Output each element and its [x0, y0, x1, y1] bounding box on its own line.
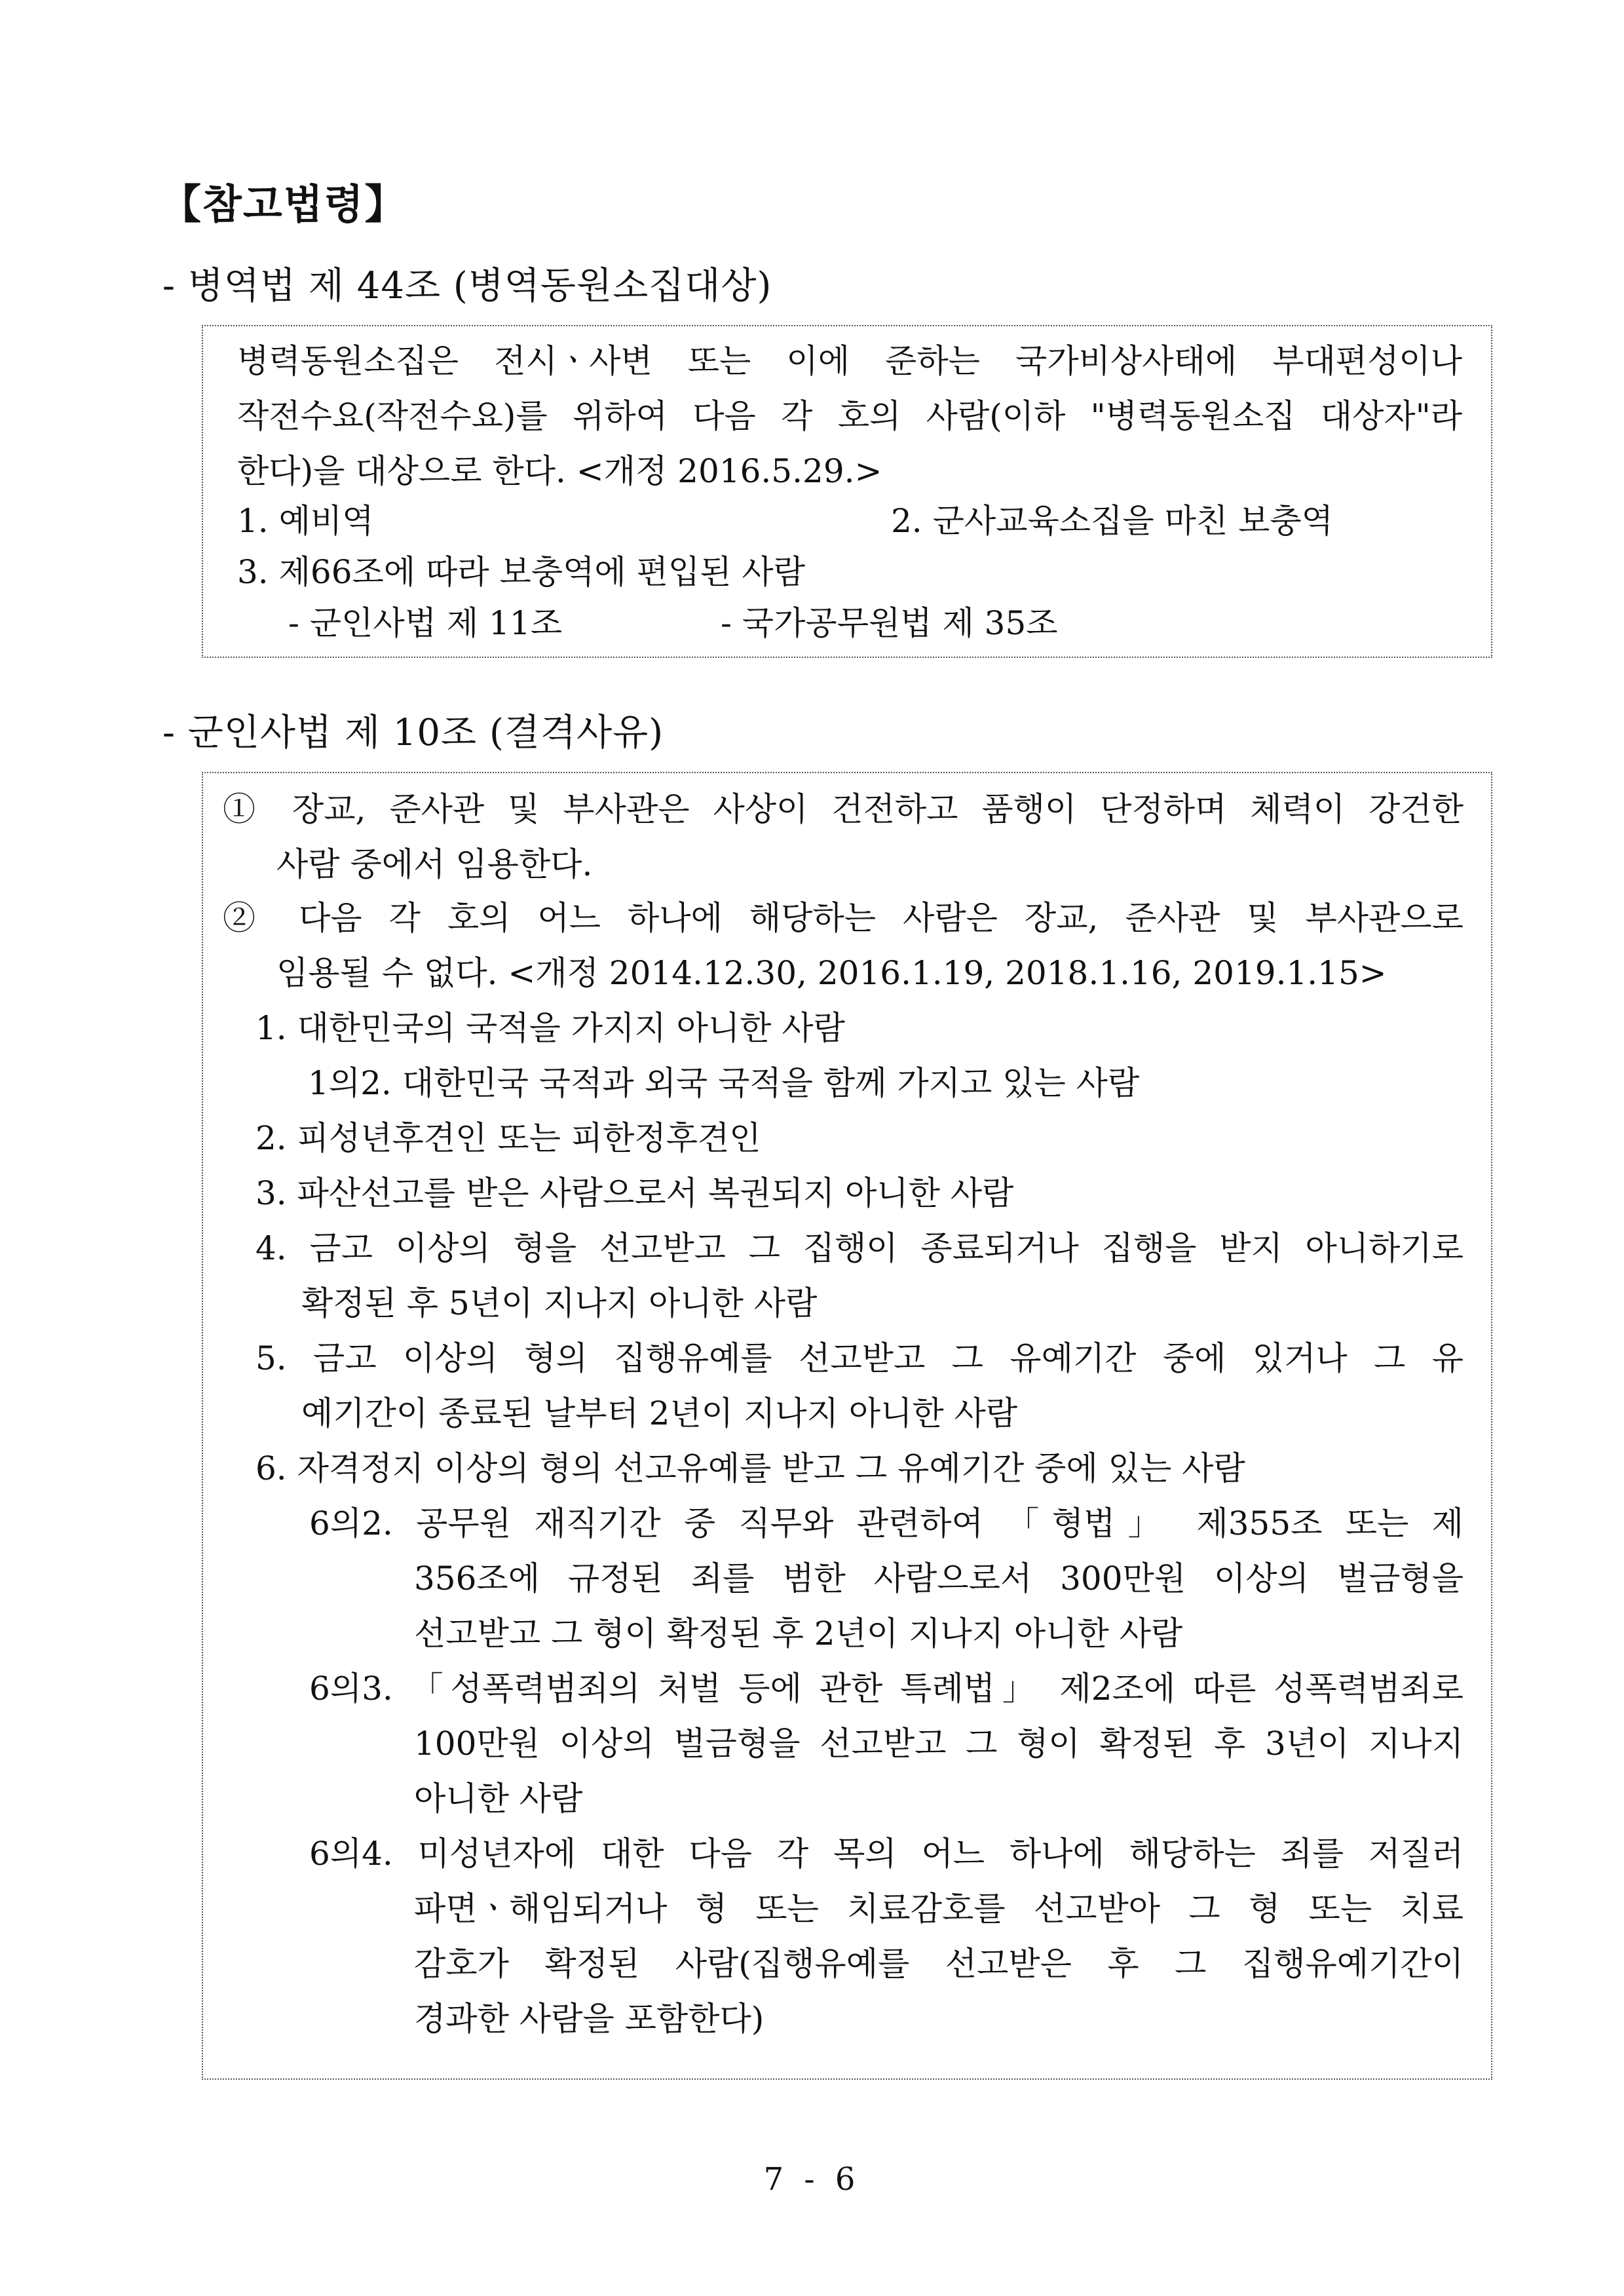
- section1-item-3: 3. 제66조에 따라 보충역에 편입된 사람: [237, 553, 805, 591]
- subitem-line: 감호가 확정된 사람(집행유예를 선고받은 후 그 집행유예기간이: [414, 1945, 1463, 1983]
- clause-1-line: ① 장교, 준사관 및 부사관은 사상이 건전하고 품행이 단정하며 체력이 강건한: [223, 790, 1463, 828]
- item-line: 2. 피성년후견인 또는 피한정후견인: [255, 1119, 761, 1157]
- subitem-line: 6의2. 공무원 재직기간 중 직무와 관련하여 「형법」 제355조 또는 제: [309, 1504, 1463, 1542]
- item-line: 1. 대한민국의 국적을 가지지 아니한 사람: [255, 1009, 845, 1047]
- section2-heading: - 군인사법 제 10조 (결격사유): [162, 712, 664, 754]
- item-line: 예기간이 종료된 날부터 2년이 지나지 아니한 사람: [301, 1394, 1018, 1432]
- subitem-line: 아니한 사람: [414, 1780, 583, 1818]
- clause-2-line: 임용될 수 없다. <개정 2014.12.30, 2016.1.19, 2018.1.16, 2019.1.15>: [276, 954, 1387, 992]
- section1-ref-2: - 국가공무원법 제 35조: [721, 604, 1058, 642]
- item-line: 6. 자격정지 이상의 형의 선고유예를 받고 그 유예기간 중에 있는 사람: [255, 1449, 1245, 1487]
- item-line: 3. 파산선고를 받은 사람으로서 복권되지 아니한 사람: [255, 1174, 1014, 1212]
- section1-body-line: 한다)을 대상으로 한다. <개정 2016.5.29.>: [237, 452, 882, 490]
- clause-1-line: 사람 중에서 임용한다.: [276, 845, 593, 883]
- item-line: 확정된 후 5년이 지나지 아니한 사람: [301, 1284, 818, 1322]
- subitem-line: 6의3. 「성폭력범죄의 처벌 등에 관한 특례법」 제2조에 따른 성폭력범죄로: [309, 1670, 1463, 1708]
- section2-box: [202, 772, 1492, 2080]
- subitem-line: 경과한 사람을 포함한다): [414, 2000, 765, 2038]
- item-line: 5. 금고 이상의 형의 집행유예를 선고받고 그 유예기간 중에 있거나 그 유: [255, 1339, 1463, 1377]
- item-line: 1의2. 대한민국 국적과 외국 국적을 함께 가지고 있는 사람: [308, 1064, 1140, 1102]
- page-title: 【참고법령】: [161, 180, 407, 228]
- page-number: 7 - 6: [763, 2161, 861, 2198]
- clause-2-line: ② 다음 각 호의 어느 하나에 해당하는 사람은 장교, 준사관 및 부사관으로: [223, 899, 1463, 937]
- section1-body-line: 작전수요(작전수요)를 위하여 다음 각 호의 사람(이하 "병력동원소집 대상자"라: [237, 397, 1462, 435]
- section1-body-line: 병력동원소집은 전시ㆍ사변 또는 이에 준하는 국가비상사태에 부대편성이나: [237, 342, 1462, 380]
- section1-item-1: 1. 예비역: [237, 502, 374, 540]
- section1-ref-1: - 군인사법 제 11조: [288, 604, 562, 642]
- subitem-line: 6의4. 미성년자에 대한 다음 각 목의 어느 하나에 해당하는 죄를 저질러: [309, 1835, 1463, 1873]
- subitem-line: 100만원 이상의 벌금형을 선고받고 그 형이 확정된 후 3년이 지나지: [414, 1725, 1463, 1763]
- subitem-line: 선고받고 그 형이 확정된 후 2년이 지나지 아니한 사람: [414, 1615, 1183, 1653]
- section1-item-2: 2. 군사교육소집을 마친 보충역: [891, 502, 1333, 540]
- item-line: 4. 금고 이상의 형을 선고받고 그 집행이 종료되거나 집행을 받지 아니하기로: [255, 1229, 1463, 1267]
- section1-heading: - 병역법 제 44조 (병역동원소집대상): [162, 265, 772, 307]
- subitem-line: 파면ㆍ해임되거나 형 또는 치료감호를 선고받아 그 형 또는 치료: [414, 1890, 1463, 1928]
- section1-box: [202, 325, 1492, 658]
- subitem-line: 356조에 규정된 죄를 범한 사람으로서 300만원 이상의 벌금형을: [414, 1559, 1463, 1598]
